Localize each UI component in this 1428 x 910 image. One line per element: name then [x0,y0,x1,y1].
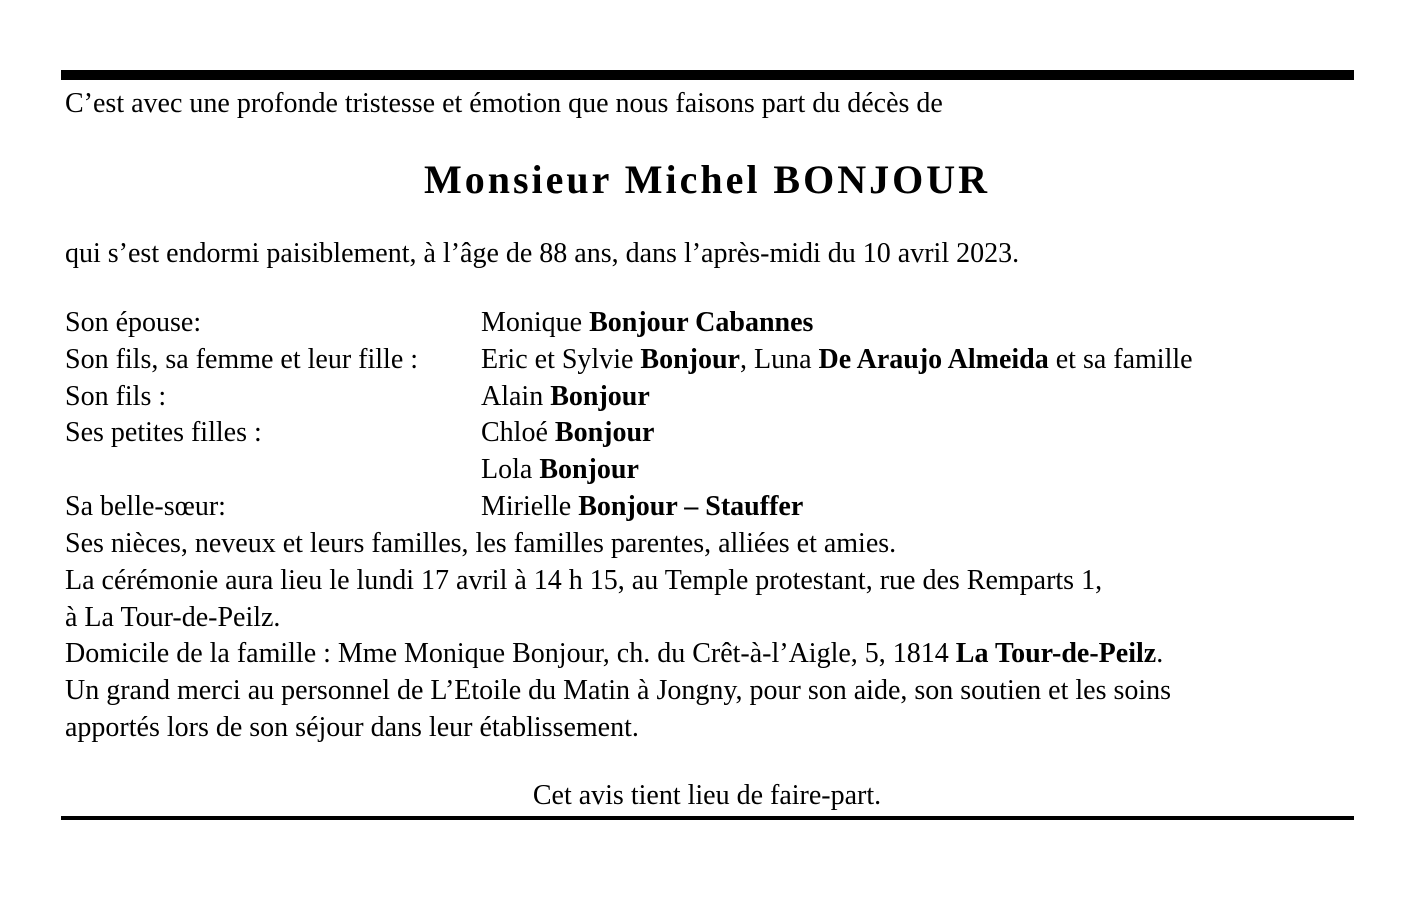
family-value [481,415,654,451]
text-span: . [1156,638,1164,670]
body-line [65,636,1163,672]
bold-name: Bonjour [554,417,655,449]
family-label: Son fils : [65,380,167,412]
family-value [481,342,1193,378]
bottom-rule [61,816,1354,820]
body-line [65,600,280,636]
text-span: Eric et Sylvie [481,343,641,375]
body-line [65,563,1102,599]
text-span: à La Tour-de-Peilz. [65,601,281,633]
text-span: Monique [481,307,590,338]
body-line [65,710,639,746]
deceased-name: Monsieur Michel BONJOUR [423,157,990,202]
bold-name: Bonjour – Stauffer [578,491,804,522]
bold-name: La Tour-de-Peilz [955,638,1157,670]
subtitle-text: qui s’est endormi paisiblement, à l’âge de 88 ans, dans l’après-midi du 10 avril 2023. [65,238,1020,269]
text-span: Un grand merci au personnel de L’Etoile du Matin à Jongny, pour son aide, son soutien et les soins [65,675,1172,707]
family-value [481,489,803,525]
footer-text: Cet avis tient lieu de faire-part. [532,780,882,811]
text-span: Domicile de la famille : Mme Monique Bonjour, ch. du Crêt-à-l’Aigle, 5, 1814 [65,638,956,670]
text-span: La cérémonie aura lieu le lundi 17 avril à 14 h 15, au Temple protestant, rue des Remparts 1, [65,564,1103,596]
text-span: Alain [481,380,551,412]
bold-name: Bonjour Cabannes [589,307,814,338]
family-label: Son épouse: [65,307,202,338]
family-label: Sa belle-sœur: [65,491,226,522]
family-label: Son fils, sa femme et leur fille : [65,343,419,375]
family-label: Ses petites filles : [65,417,262,449]
text-span: Mirielle [481,491,579,522]
text-span: Ses nièces, neveux et leurs familles, les familles parentes, alliées et amies. [65,528,897,559]
text-span: , Luna [739,343,819,375]
text-span: et sa famille [1048,343,1193,375]
bold-name: Bonjour [640,343,740,375]
family-value [481,379,650,415]
bold-name: Bonjour [539,454,639,486]
text-span: apportés lors de son séjour dans leur établissement. [65,712,639,743]
top-rule [61,70,1354,80]
bold-name: Bonjour [550,380,650,412]
family-value [481,452,639,488]
family-value [481,305,813,341]
bold-name: De Araujo Almeida [818,343,1049,375]
text-span: Lola [481,454,540,486]
text-span: Chloé [481,417,555,449]
intro-text: C’est avec une profonde tristesse et émotion que nous faisons part du décès de [65,88,943,119]
body-line [65,526,896,562]
body-line [65,673,1171,709]
